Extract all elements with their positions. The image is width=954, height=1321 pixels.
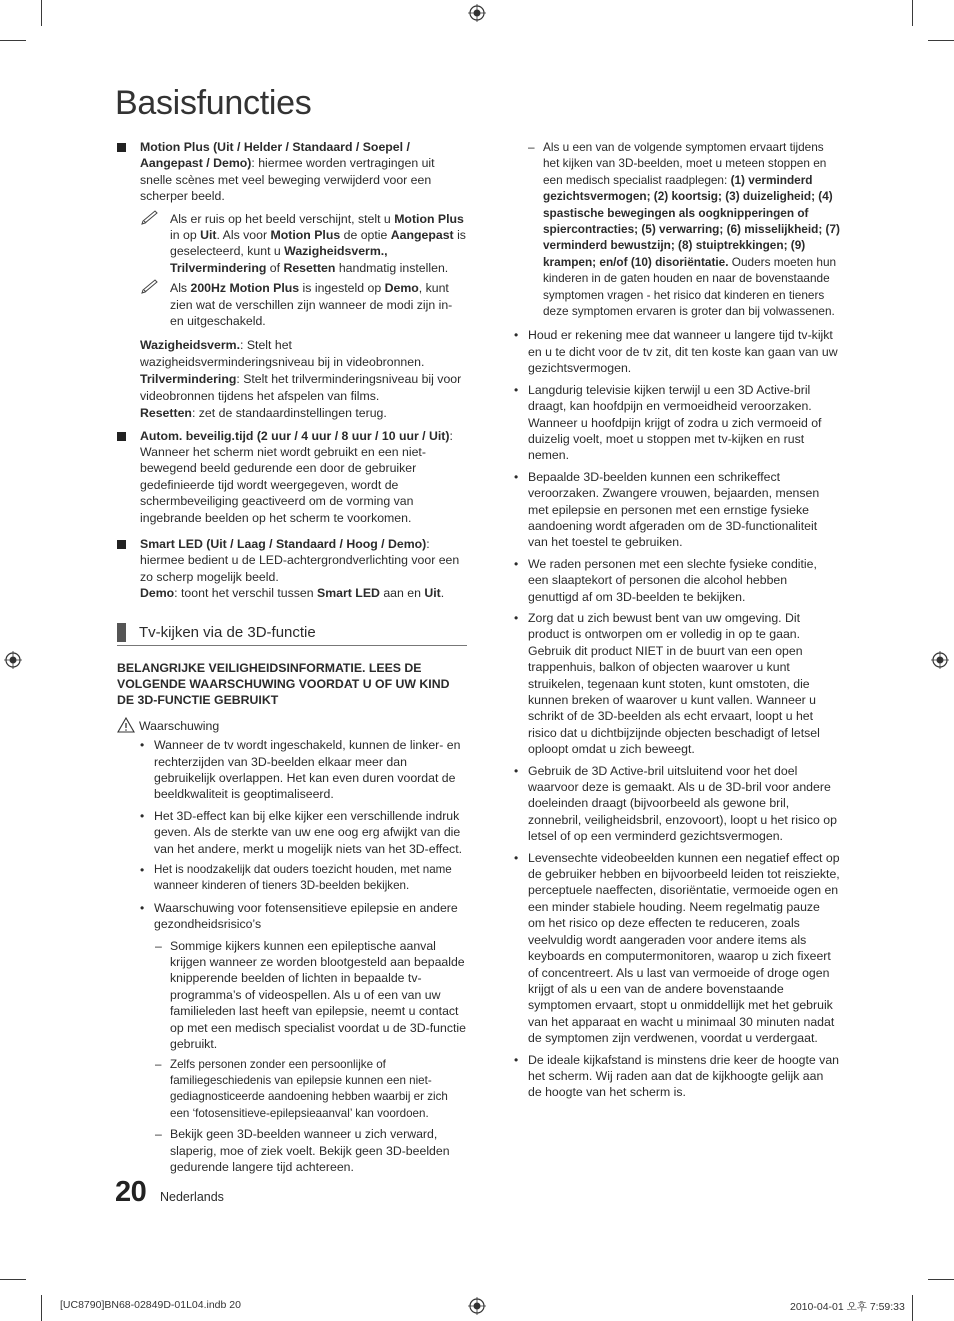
page-number: 20 [115, 1176, 147, 1208]
crop-mark [0, 1279, 26, 1280]
square-bullet-icon [117, 540, 126, 549]
note-bold: Motion Plus [394, 211, 464, 226]
wazigheid-label: Wazigheidsverm. [140, 338, 240, 353]
note-text: handmatig instellen. [335, 260, 449, 275]
note-text: is geselecteerd, kunt u [170, 228, 466, 259]
registration-mark-icon [931, 651, 949, 669]
note-bold: Demo [384, 281, 419, 296]
print-slug-left: [UC8790]BN68-02849D-01L04.indb 20 [60, 1299, 241, 1311]
crop-mark [928, 1279, 954, 1280]
list-item: • Houd er rekening mee dat wanneer u langere tijd tv-kijkt en u te dicht voor de tv zit, dit ten koste kan gaan van uw gezichtsvermogen. [514, 327, 840, 376]
square-bullet-icon [117, 143, 126, 152]
list-item: • Waarschuwing voor fotensensitieve epilepsie en andere gezondheidsrisico’s [140, 900, 467, 933]
crop-mark [928, 40, 954, 41]
symptoms-end: Ouders moeten hun kinderen in de gaten houden en naar de bovenstaande symptomen vragen - het risico dat kinderen en tieners deze symptomen ervaren is groter dan bij volwassenen. [543, 254, 837, 319]
motion-plus-item [117, 139, 467, 205]
demo-text: : toont het verschil tussen [174, 586, 318, 601]
motion-plus-text: : hiermee worden vertragingen uit snelle scènes met veel beweging verwijderd voor een scherper beeld. [140, 156, 435, 204]
symptoms-intro: Als u een van de volgende symptomen ervaart tijdens het kijken van 3D-beelden, moet u meteen stoppen en een medisch specialist raadplegen: [543, 140, 827, 187]
list-item: • Gebruik de 3D Active-bril uitsluitend voor het doel waarvoor deze is gemaakt. Als u de 3D-bril voor andere doeleinden draagt (bijvoorbeeld als gewone bril, zonnebril, veiligheidsbril, enzovoort), loopt u het risico op letsel of op een verminderd gezichtsvermogen. [514, 763, 840, 845]
warning-line [117, 718, 467, 734]
demo-label: Demo [140, 586, 175, 601]
smart-led-text: : hiermee bedient u de LED-achtergrondverlichting voor een zo scherp mogelijk beeld. [140, 536, 460, 584]
square-bullet-icon [117, 432, 126, 441]
note-text: Als [170, 281, 191, 296]
note-text: of [266, 260, 284, 275]
note-bold: Motion Plus [270, 228, 341, 243]
list-item: • Bepaalde 3D-beelden kunnen een schrikeffect veroorzaken. Zwangere vrouwen, bejaarden, mensen met epilepsie en personen met een ernstige fysieke aandoening wordt afgeraden om de 3D-functionaliteit van het toestel te gebruiken. [514, 469, 840, 551]
reset-para [140, 405, 467, 421]
left-column [117, 139, 467, 1179]
autom-text: : Wanneer het scherm niet wordt gebruikt en een niet-bewegend beeld gedurende een door de gebruiker gedefinieerde tijd wordt weergegeven, wordt de schermbeveiliging geactiveerd om de vorming van ingebrande beelden op het scherm te voorkomen. [140, 428, 453, 525]
smart-led-label: Smart LED (Uit / Laag / Standaard / Hoog / Demo) [140, 536, 427, 551]
print-slug-right: 2010-04-01 오후 7:59:33 [790, 1301, 905, 1313]
list-item: • Levensechte videobeelden kunnen een negatief effect op de gebruiker hebben en bijvoorbeeld leiden tot reisziekte, perceptuele naeffecten, disoriëntatie, vermoeide ogen en een minder stabiele houding. Neem regelmatig pauze om het risico op deze effecten te reduceren, zoals veelvuldig wordt aangeraden voor andere items als keyboards en computermonitoren, waarop u zich fixeert of concentreert. Als u last van vermoeide of droge ogen krijgt of als u een van de andere bovenstaande symptomen ervaart, stopt u onmiddellijk met het gebruik van het apparaat en wacht u minimaal 30 minuten nadat de symptomen zijn verdwenen, voordat u verdergaat. [514, 850, 840, 1047]
page-title: Basisfuncties [115, 84, 312, 122]
autom-beveilig-item [117, 428, 467, 526]
page-language: Nederlands [160, 1190, 224, 1204]
smart-led-item [117, 536, 467, 602]
note-bold: Wazigheidsverm., Trilvermindering [170, 244, 388, 275]
crop-mark [0, 40, 26, 41]
demo-bold: Smart LED [317, 586, 380, 601]
autom-label: Autom. beveilig.tijd (2 uur / 4 uur / 8 uur / 10 uur / Uit) [140, 428, 450, 443]
safety-warning-heading: BELANGRIJKE VEILIGHEIDSINFORMATIE. LEES DE VOLGENDE WAARSCHUWING VOORDAT U OF UW KIND DE 3D-FUNCTIE GEBRUIKT [117, 660, 450, 708]
list-item: • De ideale kijkafstand is minstens drie keer de hoogte van het scherm. Wij raden aan dat de kijkhoogte gelijk aan de hoogte van het scherm is. [514, 1052, 840, 1101]
pencil-note-icon [140, 279, 160, 295]
note-noise [140, 211, 467, 277]
crop-mark [41, 1295, 42, 1321]
section-heading [117, 622, 467, 646]
dash-item: – Bekijk geen 3D-beelden wanneer u zich verward, slaperig, moe of ziek voelt. Bekijk geen 3D-beelden gedurende langere tijd achtereen. [155, 1126, 467, 1175]
note-text: in op [170, 228, 201, 243]
tril-para [140, 371, 467, 404]
tril-label: Trilvermindering [140, 372, 237, 387]
note-text: de optie [340, 228, 391, 243]
note-bold: Aangepast [390, 228, 454, 243]
wazigheid-text: : Stelt het wazigheidsverminderingsniveau bij in videobronnen. [140, 338, 425, 369]
crop-mark [912, 0, 913, 26]
list-item: • Het 3D-effect kan bij elke kijker een verschillende indruk geven. Als de sterkte van uw ene oog erg afwijkt van die van het andere, merkt u mogelijk niets van het 3D-effect. [140, 808, 467, 857]
dash-item: – Sommige kijkers kunnen een epileptische aanval krijgen wanneer ze worden blootgesteld aan bepaalde knipperende beelden of lichten in bepaalde tv-programma’s of videospellen. Als u of een van uw familieleden last heeft van epilepsie, neemt u contact op met een medisch specialist voordat u de 3D-functie gebruikt. [155, 938, 467, 1053]
note-text: Als er ruis op het beeld verschijnt, stelt u [170, 211, 395, 226]
crop-mark [912, 1295, 913, 1321]
wazigheid-para [140, 337, 467, 370]
note-bold: Resetten [283, 260, 336, 275]
motion-plus-label: Motion Plus (Uit / Helder / Standaard / Soepel / Aangepast / Demo) [140, 140, 410, 171]
dash-item-symptoms [528, 139, 840, 319]
demo-text: aan en [379, 586, 425, 601]
section-bar-icon [117, 623, 126, 642]
note-bold: Uit [200, 228, 217, 243]
list-item: • Het is noodzakelijk dat ouders toezicht houden, met name wanneer kinderen of tieners 3D-beelden bekijken. [140, 862, 467, 895]
tril-text: : Stelt het trilverminderingsniveau bij voor videobronnen tijdens het afspelen van films. [140, 372, 462, 403]
reset-text: : zet de standaardinstellingen terug. [191, 406, 387, 421]
list-item: • Langdurig televisie kijken terwijl u een 3D Active-bril draagt, kan hoofdpijn en vermoeidheid veroorzaken. Wanneer u hoofdpijn krijgt of zodra u zich vermoeid of duizelig voelt, moet u stoppen met tv-kijken en rust nemen. [514, 382, 840, 464]
crop-mark [41, 0, 42, 26]
warning-label: Waarschuwing [139, 718, 220, 733]
warning-triangle-icon [117, 717, 135, 733]
note-bold: 200Hz Motion Plus [190, 281, 300, 296]
pencil-note-icon [140, 210, 160, 226]
list-item: • Zorg dat u zich bewust bent van uw omgeving. Dit product is ontworpen om er volledig in op te gaan. Gebruik dit product NIET in de buurt van een open trappenhuis, balkon of objecten waarover u kunt struikelen, tegenaan kunt stoten, kunt omstoten, die kunnen breken of waarover u kunt vallen. Wanneer u schrikt of de 3D-beelden als echt ervaart, loopt u het risico dat u dichtbijzijnde objecten beschadigt of letsel oploopt omdat u zich beweegt. [514, 610, 840, 758]
right-column [514, 139, 840, 1106]
note-demo [140, 280, 467, 329]
registration-mark-icon [468, 4, 486, 22]
registration-mark-icon [4, 651, 22, 669]
note-text: . Als voor [216, 228, 271, 243]
note-text: is ingesteld op [299, 281, 385, 296]
section-title: Tv-kijken via de 3D-functie [139, 623, 316, 641]
dash-item: – Zelfs personen zonder een persoonlijke of familiegeschiedenis van epilepsie kunnen een niet-gediagnosticeerde aandoening hebben waarbij er zich een ‘fotosensitieve-epilepsieaanval’ kan voordoen. [155, 1057, 467, 1123]
list-item: • We raden personen met een slechte fysieke conditie, een slaaptekort of personen die alcohol hebben genuttigd af om 3D-beelden te bekijken. [514, 556, 840, 605]
list-item: • Wanneer de tv wordt ingeschakeld, kunnen de linker- en rechterzijden van 3D-beelden elkaar meer dan gebruikelijk overlappen. Het kan even duren voordat de beeldkwaliteit is geoptimaliseerd. [140, 737, 467, 803]
demo-text: . [440, 586, 445, 601]
registration-mark-icon [468, 1297, 486, 1315]
reset-label: Resetten [140, 406, 192, 421]
demo-bold: Uit [424, 586, 441, 601]
symptoms-list: (1) verminderd gezichtsvermogen; (2) koortsig; (3) duizeligheid; (4) spastische bewegingen als oogknipperingen of spiercontracties; (5) verwarring; (6) misselijkheid; (7) verminderd bewustzijn; (8) stuiptrekkingen; (9) krampen; en/of (10) disoriëntatie. [543, 172, 840, 269]
note-text: , kunt zien wat de verschillen zijn wanneer de modi zijn in- en uitgeschakeld. [170, 281, 453, 329]
